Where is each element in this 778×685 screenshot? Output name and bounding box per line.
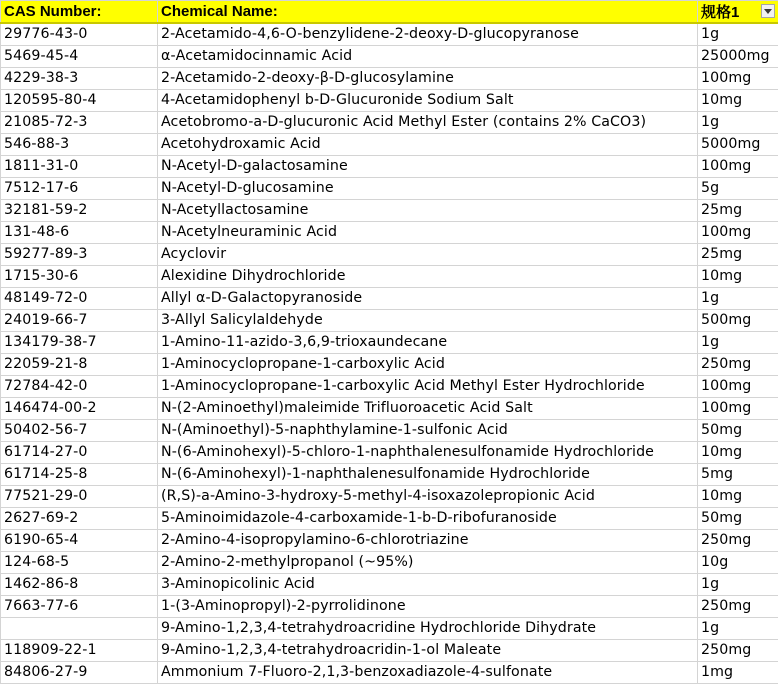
header-spec-label: 规格1 (701, 4, 740, 21)
table-row (1, 419, 778, 441)
table-row (1, 45, 778, 67)
table-row (1, 639, 778, 661)
cell-chemical-name[interactable]: 2-Acetamido-4,6-O-benzylidene-2-deoxy-D-glucopyranose (158, 23, 698, 45)
table-row (1, 485, 778, 507)
table-row (1, 331, 778, 353)
table-row (1, 199, 778, 221)
table-row (1, 617, 778, 639)
cell-chemical-name[interactable]: (R,S)-a-Amino-3-hydroxy-5-methyl-4-isoxazolepropionic Acid (158, 485, 698, 507)
cell-spec[interactable]: 50mg (698, 507, 778, 529)
cell-cas-number[interactable]: 59277-89-3 (1, 243, 158, 265)
table-row (1, 67, 778, 89)
cell-cas-number[interactable]: 84806-27-9 (1, 661, 158, 683)
cell-spec[interactable]: 10mg (698, 89, 778, 111)
cell-chemical-name[interactable]: 1-Amino-11-azido-3,6,9-trioxaundecane (158, 331, 698, 353)
cell-cas-number[interactable]: 131-48-6 (1, 221, 158, 243)
cell-cas-number[interactable]: 2627-69-2 (1, 507, 158, 529)
cell-chemical-name[interactable]: N-(6-Aminohexyl)-5-chloro-1-naphthalenesulfonamide Hydrochloride (158, 441, 698, 463)
cell-spec[interactable]: 10g (698, 551, 778, 573)
cell-cas-number[interactable]: 22059-21-8 (1, 353, 158, 375)
chevron-down-icon (764, 9, 772, 14)
cell-cas-number[interactable]: 48149-72-0 (1, 287, 158, 309)
table-row (1, 287, 778, 309)
cell-chemical-name[interactable]: N-(Aminoethyl)-5-naphthylamine-1-sulfonic Acid (158, 419, 698, 441)
cell-chemical-name[interactable]: N-Acetylneuraminic Acid (158, 221, 698, 243)
table-row (1, 177, 778, 199)
table-row (1, 243, 778, 265)
cell-cas-number[interactable]: 1811-31-0 (1, 155, 158, 177)
table-row (1, 551, 778, 573)
cell-cas-number[interactable]: 7663-77-6 (1, 595, 158, 617)
cell-cas-number[interactable]: 24019-66-7 (1, 309, 158, 331)
header-spec[interactable] (698, 1, 778, 24)
cell-spec[interactable]: 100mg (698, 155, 778, 177)
table-row (1, 661, 778, 683)
cell-chemical-name[interactable]: 2-Acetamido-2-deoxy-β-D-glucosylamine (158, 67, 698, 89)
cell-spec[interactable]: 1g (698, 573, 778, 595)
cell-chemical-name[interactable]: 3-Allyl Salicylaldehyde (158, 309, 698, 331)
cell-cas-number[interactable]: 6190-65-4 (1, 529, 158, 551)
cell-chemical-name[interactable]: N-Acetyl-D-glucosamine (158, 177, 698, 199)
table-row (1, 89, 778, 111)
cell-cas-number[interactable]: 120595-80-4 (1, 89, 158, 111)
cell-chemical-name[interactable]: 4-Acetamidophenyl b-D-Glucuronide Sodium Salt (158, 89, 698, 111)
table-row (1, 397, 778, 419)
cell-cas-number[interactable]: 61714-25-8 (1, 463, 158, 485)
cell-spec[interactable]: 25mg (698, 199, 778, 221)
cell-chemical-name[interactable]: N-(2-Aminoethyl)maleimide Trifluoroacetic Acid Salt (158, 397, 698, 419)
cell-spec[interactable]: 5000mg (698, 133, 778, 155)
cell-cas-number[interactable]: 21085-72-3 (1, 111, 158, 133)
table-row (1, 23, 778, 45)
cell-cas-number[interactable]: 50402-56-7 (1, 419, 158, 441)
cell-cas-number[interactable]: 29776-43-0 (1, 23, 158, 45)
cell-spec[interactable]: 1g (698, 331, 778, 353)
cell-spec[interactable]: 25mg (698, 243, 778, 265)
header-chemical-name[interactable]: Chemical Name: (158, 1, 698, 24)
cell-spec[interactable]: 50mg (698, 419, 778, 441)
cell-spec[interactable]: 100mg (698, 397, 778, 419)
cell-spec[interactable]: 100mg (698, 221, 778, 243)
cell-chemical-name[interactable]: 2-Amino-2-methylpropanol (~95%) (158, 551, 698, 573)
cell-chemical-name[interactable]: 1-Aminocyclopropane-1-carboxylic Acid (158, 353, 698, 375)
cell-spec[interactable]: 10mg (698, 265, 778, 287)
cell-spec[interactable]: 100mg (698, 375, 778, 397)
cell-spec[interactable]: 1g (698, 287, 778, 309)
table-row (1, 595, 778, 617)
cell-spec[interactable]: 250mg (698, 639, 778, 661)
cell-chemical-name[interactable]: N-(6-Aminohexyl)-1-naphthalenesulfonamide Hydrochloride (158, 463, 698, 485)
table-row (1, 155, 778, 177)
cell-chemical-name[interactable]: 2-Amino-4-isopropylamino-6-chlorotriazine (158, 529, 698, 551)
cell-spec[interactable]: 250mg (698, 353, 778, 375)
table-row (1, 111, 778, 133)
table-row (1, 375, 778, 397)
cell-spec[interactable]: 1g (698, 111, 778, 133)
cell-cas-number[interactable]: 134179-38-7 (1, 331, 158, 353)
cell-chemical-name[interactable]: α-Acetamidocinnamic Acid (158, 45, 698, 67)
filter-dropdown-button[interactable] (761, 4, 775, 18)
cell-spec[interactable]: 500mg (698, 309, 778, 331)
cell-cas-number[interactable]: 61714-27-0 (1, 441, 158, 463)
cell-spec[interactable]: 10mg (698, 441, 778, 463)
cell-spec[interactable]: 10mg (698, 485, 778, 507)
cell-cas-number[interactable]: 4229-38-3 (1, 67, 158, 89)
cell-chemical-name[interactable]: Alexidine Dihydrochloride (158, 265, 698, 287)
cell-cas-number[interactable]: 7512-17-6 (1, 177, 158, 199)
table-row (1, 353, 778, 375)
cell-spec[interactable]: 5g (698, 177, 778, 199)
table-row (1, 441, 778, 463)
cell-cas-number[interactable]: 72784-42-0 (1, 375, 158, 397)
cell-chemical-name[interactable]: Allyl α-D-Galactopyranoside (158, 287, 698, 309)
cell-cas-number[interactable]: 546-88-3 (1, 133, 158, 155)
cell-chemical-name[interactable]: 9-Amino-1,2,3,4-tetrahydroacridine Hydrochloride Dihydrate (158, 617, 698, 639)
cell-spec[interactable]: 250mg (698, 529, 778, 551)
table-row (1, 221, 778, 243)
cell-cas-number[interactable]: 118909-22-1 (1, 639, 158, 661)
cell-spec[interactable]: 1g (698, 23, 778, 45)
table-row (1, 573, 778, 595)
cell-chemical-name[interactable]: Acetobromo-a-D-glucuronic Acid Methyl Ester (contains 2% CaCO3) (158, 111, 698, 133)
cell-cas-number[interactable]: 77521-29-0 (1, 485, 158, 507)
cell-spec[interactable]: 25000mg (698, 45, 778, 67)
cell-chemical-name[interactable]: N-Acetyllactosamine (158, 199, 698, 221)
table-row (1, 529, 778, 551)
header-row (1, 1, 778, 24)
header-cas-number[interactable]: CAS Number: (1, 1, 158, 24)
table-row (1, 133, 778, 155)
cell-cas-number[interactable]: 32181-59-2 (1, 199, 158, 221)
cell-chemical-name[interactable]: 1-(3-Aminopropyl)-2-pyrrolidinone (158, 595, 698, 617)
cell-chemical-name[interactable]: Acetohydroxamic Acid (158, 133, 698, 155)
cell-cas-number[interactable] (1, 617, 158, 639)
cell-spec[interactable]: 100mg (698, 67, 778, 89)
cell-chemical-name[interactable]: N-Acetyl-D-galactosamine (158, 155, 698, 177)
cell-cas-number[interactable]: 124-68-5 (1, 551, 158, 573)
cell-chemical-name[interactable]: Acyclovir (158, 243, 698, 265)
cell-cas-number[interactable]: 1462-86-8 (1, 573, 158, 595)
table-row (1, 265, 778, 287)
table-row (1, 309, 778, 331)
cell-chemical-name[interactable]: 9-Amino-1,2,3,4-tetrahydroacridin-1-ol Maleate (158, 639, 698, 661)
cell-chemical-name[interactable]: Ammonium 7-Fluoro-2,1,3-benzoxadiazole-4-sulfonate (158, 661, 698, 683)
cell-spec[interactable]: 5mg (698, 463, 778, 485)
table-row (1, 463, 778, 485)
cell-chemical-name[interactable]: 3-Aminopicolinic Acid (158, 573, 698, 595)
cell-spec[interactable]: 1mg (698, 661, 778, 683)
cell-cas-number[interactable]: 1715-30-6 (1, 265, 158, 287)
cell-cas-number[interactable]: 146474-00-2 (1, 397, 158, 419)
cell-cas-number[interactable]: 5469-45-4 (1, 45, 158, 67)
cell-spec[interactable]: 1g (698, 617, 778, 639)
table-row (1, 507, 778, 529)
cell-chemical-name[interactable]: 1-Aminocyclopropane-1-carboxylic Acid Methyl Ester Hydrochloride (158, 375, 698, 397)
cell-chemical-name[interactable]: 5-Aminoimidazole-4-carboxamide-1-b-D-ribofuranoside (158, 507, 698, 529)
cell-spec[interactable]: 250mg (698, 595, 778, 617)
